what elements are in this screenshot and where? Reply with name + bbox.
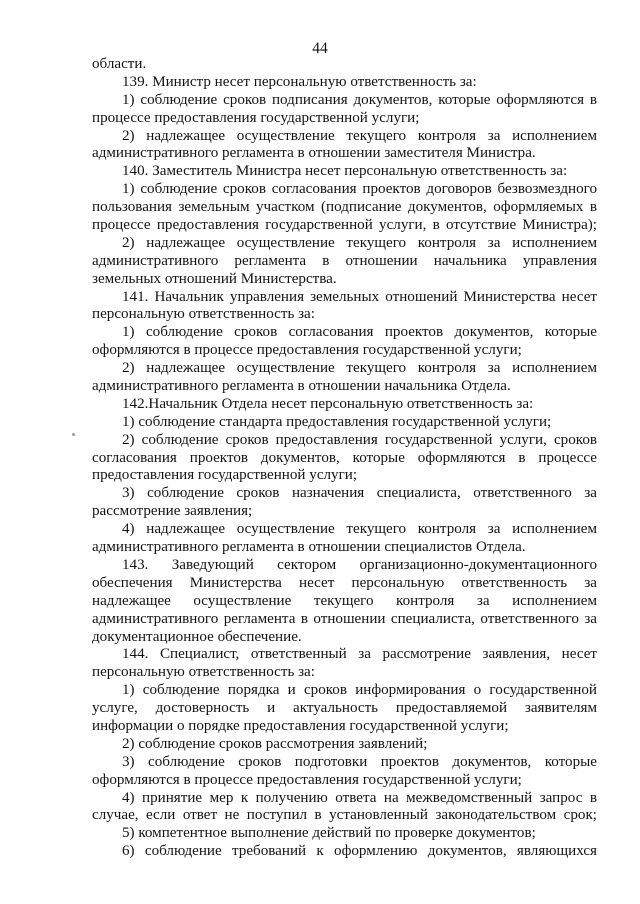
- text-line: процессе предоставления государственной услуги;: [92, 109, 420, 126]
- text-line: области.: [92, 56, 147, 72]
- text-line: надлежащее осуществление текущего контроля за исполнением: [92, 592, 597, 609]
- text-line: персональную ответственность за:: [92, 306, 315, 323]
- text-line: 1) соблюдение порядка и сроков информирования о государственной: [122, 682, 597, 699]
- text-line: случае, если ответ не поступил в установленный законодательством срок;: [92, 807, 597, 824]
- text-line: 2) надлежащее осуществление текущего контроля за исполнением: [122, 234, 597, 251]
- text-line: оформляются в процессе предоставления государственной услуги;: [92, 342, 522, 359]
- text-line: 4) принятие мер к получению ответа на межведомственный запрос в: [122, 789, 597, 806]
- text-line: 3) соблюдение сроков назначения специалиста, ответственного за: [122, 485, 597, 502]
- text-line: административного регламента в отношении специалиста, ответственного за: [92, 610, 597, 627]
- text-line: 1) соблюдение сроков согласования проектов документов, которые: [122, 324, 597, 341]
- text-line: согласования проектов документов, которые оформляются в процессе: [92, 449, 597, 466]
- text-line: рассмотрение заявления;: [92, 503, 253, 520]
- text-line: 2) соблюдение сроков рассмотрения заявлений;: [122, 735, 428, 752]
- text-line: информации о порядке предоставления государственной услуги;: [92, 717, 509, 734]
- text-line: документационное обеспечение.: [92, 628, 302, 645]
- text-line: 2) надлежащее осуществление текущего контроля за исполнением: [122, 360, 597, 377]
- text-line: предоставления государственной услуги;: [92, 467, 358, 484]
- text-line: 142.Начальник Отдела несет персональную ответственность за:: [122, 395, 534, 412]
- text-line: пользования земельным участком (подписание документов, оформляемых в: [92, 199, 597, 216]
- text-line: 1) соблюдение сроков согласования проектов договоров безвозмездного: [122, 181, 597, 198]
- text-line: услуге, достоверность и актуальность предоставляемой заявителям: [92, 700, 597, 717]
- text-line: персональную ответственность за:: [92, 664, 315, 681]
- text-line: 1) соблюдение сроков подписания документов, которые оформляются в: [122, 91, 597, 108]
- text-line: 5) компетентное выполнение действий по проверке документов;: [122, 825, 536, 842]
- text-line: 2) соблюдение сроков предоставления государственной услуги, сроков: [122, 431, 597, 448]
- text-line: административного регламента в отношении начальника Отдела.: [92, 378, 511, 395]
- text-line: 2) надлежащее осуществление текущего контроля за исполнением: [122, 127, 597, 144]
- document-body: [92, 56, 597, 861]
- text-line: 143. Заведующий сектором организационно-документационного: [122, 556, 597, 573]
- text-line: 3) соблюдение сроков подготовки проектов документов, которые: [122, 753, 597, 770]
- text-line: 144. Специалист, ответственный за рассмотрение заявления, несет: [122, 646, 597, 663]
- text-line: 140. Заместитель Министра несет персональную ответственность за:: [122, 163, 568, 180]
- text-line: административного регламента в отношении специалистов Отдела.: [92, 539, 526, 556]
- text-line: 139. Министр несет персональную ответственность за:: [122, 73, 477, 90]
- text-line: 4) надлежащее осуществление текущего контроля за исполнением: [122, 521, 597, 538]
- text-line: 6) соблюдение требований к оформлению документов, являющихся: [122, 843, 597, 860]
- text-line: 141. Начальник управления земельных отношений Министерства несет: [122, 288, 597, 305]
- text-line: обеспечения Министерства несет персональную ответственность за: [92, 574, 597, 591]
- scan-speck: [72, 433, 75, 436]
- text-line: административного регламента в отношении начальника управления: [92, 252, 597, 269]
- text-line: оформляются в процессе предоставления государственной услуги;: [92, 771, 522, 788]
- text-line: 1) соблюдение стандарта предоставления государственной услуги;: [122, 413, 552, 430]
- page-number: 44: [312, 40, 328, 57]
- text-line: земельных отношений Министерства.: [92, 270, 337, 287]
- text-line: административного регламента в отношении заместителя Министра.: [92, 145, 536, 162]
- text-line: процессе предоставления государственной услуги, в отсутствие Министра);: [92, 217, 597, 234]
